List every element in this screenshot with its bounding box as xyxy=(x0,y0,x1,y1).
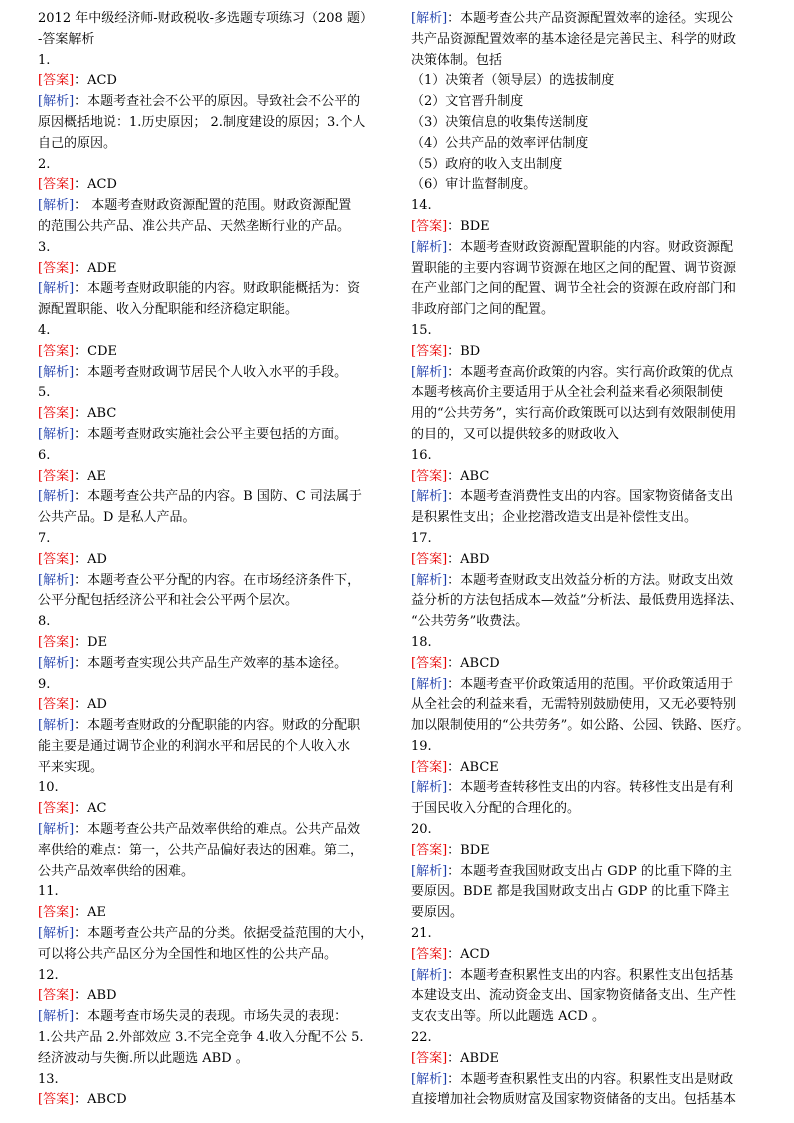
line-text: 公共产品。D 是私人产品。 xyxy=(38,510,196,526)
text-line xyxy=(38,758,388,779)
line-text: 置职能的主要内容调节资源在地区之间的配置、调节资源 xyxy=(411,260,737,276)
text-line xyxy=(38,986,388,1007)
text-line xyxy=(411,155,761,176)
line-text: ：ADE xyxy=(74,260,117,276)
text-line xyxy=(411,841,761,862)
text-line xyxy=(411,30,761,51)
line-text: 公共产品效率供给的困难。 xyxy=(38,863,195,879)
text-line xyxy=(411,529,761,550)
line-text: ：本题考查公共产品的内容。B 国防、C 司法属于 xyxy=(74,489,362,505)
text-line xyxy=(411,945,761,966)
line-text: 支农支出等。所以此题选 ACD 。 xyxy=(411,1009,606,1025)
line-text: ：本题考查财政职能的内容。财政职能概括为：资 xyxy=(74,281,361,297)
text-line xyxy=(38,1007,388,1028)
analysis-label: [解析] xyxy=(411,364,448,380)
line-text: 经济波动与失衡.所以此题选 ABD 。 xyxy=(38,1050,249,1066)
text-line xyxy=(411,1007,761,1028)
text-line xyxy=(411,924,761,945)
line-text: ：AD xyxy=(74,697,107,713)
line-text: 的目的，又可以提供较多的财政收入 xyxy=(411,426,620,442)
text-line xyxy=(38,30,388,51)
line-text: 1. xyxy=(38,52,51,68)
text-line xyxy=(411,467,761,488)
line-text: ：ABCD xyxy=(447,655,500,671)
text-line xyxy=(38,300,388,321)
line-text: ：本题考查消费性支出的内容。国家物资储备支出 xyxy=(447,489,734,505)
text-line xyxy=(38,259,388,280)
line-text: 可以将公共产品区分为全国性和地区性的公共产品。 xyxy=(38,946,338,962)
text-line xyxy=(38,529,388,550)
answer-label: [答案] xyxy=(411,218,448,234)
analysis-label: [解析] xyxy=(38,572,75,588)
text-line xyxy=(38,342,388,363)
text-line xyxy=(411,1070,761,1091)
analysis-label: [解析] xyxy=(38,1009,75,1025)
text-line xyxy=(38,9,388,30)
answer-label: [答案] xyxy=(38,343,75,359)
line-text: 是积累性支出；企业挖潜改造支出是补偿性支出。 xyxy=(411,510,698,526)
answer-label: [答案] xyxy=(38,177,75,193)
line-text: 20. xyxy=(411,822,432,838)
text-line xyxy=(38,1090,388,1111)
answer-label: [答案] xyxy=(38,905,75,921)
line-text: 本建设支出、流动资金支出、国家物资储备支出、生产性 xyxy=(411,988,737,1004)
text-line xyxy=(38,778,388,799)
line-text: ：本题考查财政调节居民个人收入水平的手段。 xyxy=(74,364,348,380)
line-text: ：ACD xyxy=(74,177,117,193)
line-text: 4. xyxy=(38,322,51,338)
line-text: 22. xyxy=(411,1030,432,1046)
text-line xyxy=(38,508,388,529)
line-text: 直接增加社会物质财富及国家物资储备的支出。包括基本 xyxy=(411,1092,737,1108)
text-line xyxy=(411,196,761,217)
line-text: 11. xyxy=(38,884,59,900)
text-line xyxy=(38,571,388,592)
analysis-label: [解析] xyxy=(38,926,75,942)
text-line xyxy=(411,612,761,633)
text-line xyxy=(411,882,761,903)
analysis-label: [解析] xyxy=(38,94,75,110)
text-line xyxy=(38,882,388,903)
line-text: 2. xyxy=(38,156,51,172)
text-line xyxy=(38,383,388,404)
line-text: （5）政府的收入支出制度 xyxy=(411,156,563,172)
line-text: 15. xyxy=(411,322,432,338)
text-line xyxy=(411,383,761,404)
text-line xyxy=(38,134,388,155)
answer-label: [答案] xyxy=(38,988,75,1004)
line-text: 6. xyxy=(38,447,51,463)
line-text: ：AC xyxy=(74,801,107,817)
text-line xyxy=(411,633,761,654)
line-text: ：BD xyxy=(447,343,481,359)
analysis-label: [解析] xyxy=(38,489,75,505)
line-text: 的范围公共产品、准公共产品、天然垄断行业的产品。 xyxy=(38,218,351,234)
line-text: ：本题考查平价政策适用的范围。平价政策适用于 xyxy=(447,676,734,692)
line-text: ：ABD xyxy=(74,988,117,1004)
text-line xyxy=(38,695,388,716)
text-line xyxy=(38,737,388,758)
text-line xyxy=(38,467,388,488)
analysis-label: [解析] xyxy=(411,489,448,505)
answer-label: [答案] xyxy=(411,468,448,484)
text-line xyxy=(411,758,761,779)
text-line xyxy=(411,675,761,696)
text-line xyxy=(411,404,761,425)
text-line xyxy=(38,51,388,72)
line-text: ：本题考查公共产品资源配置效率的途径。实现公 xyxy=(447,11,734,26)
text-line xyxy=(411,9,761,30)
text-line xyxy=(38,799,388,820)
line-text: 14. xyxy=(411,198,432,214)
text-line xyxy=(38,113,388,134)
text-line xyxy=(38,279,388,300)
text-line xyxy=(411,259,761,280)
line-text: ：本题考查财政实施社会公平主要包括的方面。 xyxy=(74,426,348,442)
text-line xyxy=(38,363,388,384)
line-text: ：本题考查积累性支出的内容。积累性支出包括基 xyxy=(447,967,734,983)
line-text: ：AE xyxy=(74,468,107,484)
analysis-label: [解析] xyxy=(411,572,448,588)
line-text: ：ABD xyxy=(447,551,490,567)
answer-label: [答案] xyxy=(411,343,448,359)
text-line xyxy=(38,924,388,945)
text-line xyxy=(38,550,388,571)
line-text: （6）审计监督制度。 xyxy=(411,177,537,193)
text-line xyxy=(38,841,388,862)
line-text: ：本题考查公平分配的内容。在市场经济条件下， xyxy=(74,572,361,588)
text-line xyxy=(411,92,761,113)
answer-label: [答案] xyxy=(411,759,448,775)
right-column xyxy=(411,9,761,1111)
line-text: ：ABCE xyxy=(447,759,499,775)
text-line xyxy=(411,903,761,924)
text-line xyxy=(411,571,761,592)
text-line xyxy=(38,92,388,113)
analysis-label: [解析] xyxy=(38,426,75,442)
line-text: （3）决策信息的收集传送制度 xyxy=(411,114,589,130)
text-line xyxy=(38,321,388,342)
analysis-label: [解析] xyxy=(411,11,448,26)
analysis-label: [解析] xyxy=(38,198,75,214)
answer-label: [答案] xyxy=(38,551,75,567)
line-text: ：ACD xyxy=(74,73,117,89)
text-line xyxy=(411,820,761,841)
text-line xyxy=(38,446,388,467)
line-text: 共产品资源配置效率的基本途径是完善民主、科学的财政 xyxy=(411,31,737,47)
line-text: ：BDE xyxy=(447,218,490,234)
line-text: 能主要是通过调节企业的利润水平和居民的个人收入水 xyxy=(38,738,351,754)
answer-label: [答案] xyxy=(411,551,448,567)
line-text: 率供给的难点：第一，公共产品偏好表达的困难。第二， xyxy=(38,842,364,858)
answer-label: [答案] xyxy=(411,842,448,858)
line-text: ：ABC xyxy=(447,468,490,484)
text-line xyxy=(411,862,761,883)
text-line xyxy=(411,1028,761,1049)
text-line xyxy=(38,238,388,259)
line-text: 10. xyxy=(38,780,59,796)
line-text: ：本题考查实现公共产品生产效率的基本途径。 xyxy=(74,655,348,671)
text-line xyxy=(38,175,388,196)
line-text: 12. xyxy=(38,967,59,983)
text-line xyxy=(38,217,388,238)
line-text: ：本题考查财政资源配置职能的内容。财政资源配 xyxy=(447,239,734,255)
line-text: 在产业部门之间的配置、调节全社会的资源在政府部门和 xyxy=(411,281,737,297)
text-line xyxy=(38,966,388,987)
line-text: ： 本题考查财政资源配置的范围。财政资源配置 xyxy=(74,198,352,214)
text-line xyxy=(38,155,388,176)
line-text: 自己的原因。 xyxy=(38,135,117,151)
answer-label: [答案] xyxy=(38,73,75,89)
line-text: ：本题考查公共产品的分类。依据受益范围的大小， xyxy=(74,926,374,942)
text-line xyxy=(411,425,761,446)
line-text: ：本题考查财政的分配职能的内容。财政的分配职 xyxy=(74,718,361,734)
line-text: 5. xyxy=(38,385,51,401)
line-text: ：ABCD xyxy=(74,1092,127,1108)
text-line xyxy=(38,1028,388,1049)
line-text: ：BDE xyxy=(447,842,490,858)
answer-label: [答案] xyxy=(38,697,75,713)
line-text: 益分析的方法包括成本—效益”分析法、最低费用选择法、 xyxy=(411,593,743,609)
text-line xyxy=(411,1049,761,1070)
text-line xyxy=(38,591,388,612)
line-text: 16. xyxy=(411,447,432,463)
analysis-label: [解析] xyxy=(38,281,75,297)
text-line xyxy=(411,238,761,259)
text-line xyxy=(411,591,761,612)
line-text: ：ABDE xyxy=(447,1050,500,1066)
text-line xyxy=(411,175,761,196)
text-line xyxy=(411,217,761,238)
text-line xyxy=(411,113,761,134)
text-line xyxy=(411,134,761,155)
text-line xyxy=(411,300,761,321)
answer-label: [答案] xyxy=(411,946,448,962)
text-line xyxy=(38,196,388,217)
line-text: 公平分配包括经济公平和社会公平两个层次。 xyxy=(38,593,299,609)
analysis-label: [解析] xyxy=(411,676,448,692)
text-line xyxy=(411,487,761,508)
line-text: 1.公共产品 2.外部效应 3.不完全竞争 4.收入分配不公 5. xyxy=(38,1030,364,1046)
left-column xyxy=(38,9,388,1111)
line-text: 9. xyxy=(38,676,51,692)
text-line xyxy=(411,363,761,384)
text-line xyxy=(38,654,388,675)
text-line xyxy=(411,716,761,737)
line-text: 要原因。BDE 都是我国财政支出占 GDP 的比重下降主 xyxy=(411,884,730,900)
text-line xyxy=(411,1090,761,1111)
answer-label: [答案] xyxy=(38,260,75,276)
line-text: 13. xyxy=(38,1071,59,1087)
text-line xyxy=(38,903,388,924)
line-text: ：DE xyxy=(74,634,108,650)
line-text: 2012 年中级经济师-财政税收-多选题专项练习（208 题） xyxy=(38,11,373,26)
text-line xyxy=(38,820,388,841)
text-line xyxy=(411,279,761,300)
line-text: 8. xyxy=(38,614,51,630)
analysis-label: [解析] xyxy=(38,718,75,734)
text-line xyxy=(411,51,761,72)
answer-label: [答案] xyxy=(38,406,75,422)
line-text: 原因概括地说：1.历史原因； 2.制度建设的原因；3.个人 xyxy=(38,114,366,130)
text-line xyxy=(38,945,388,966)
answer-label: [答案] xyxy=(38,468,75,484)
text-line xyxy=(411,342,761,363)
line-text: ：本题考查社会不公平的原因。导致社会不公平的 xyxy=(74,94,361,110)
analysis-label: [解析] xyxy=(411,967,448,983)
line-text: ：ABC xyxy=(74,406,117,422)
line-text: ：AE xyxy=(74,905,107,921)
text-line xyxy=(38,633,388,654)
analysis-label: [解析] xyxy=(411,1071,448,1087)
text-line xyxy=(411,695,761,716)
answer-label: [答案] xyxy=(38,634,75,650)
line-text: 决策体制。包括 xyxy=(411,52,503,68)
line-text: ：CDE xyxy=(74,343,118,359)
line-text: 要原因。 xyxy=(411,905,464,921)
analysis-label: [解析] xyxy=(38,655,75,671)
line-text: ：本题考查市场失灵的表现。市场失灵的表现： xyxy=(74,1009,348,1025)
line-text: （1）决策者（领导层）的选拔制度 xyxy=(411,73,615,89)
line-text: ：本题考查公共产品效率供给的难点。公共产品效 xyxy=(74,822,361,838)
line-text: 于国民收入分配的合理化的。 xyxy=(411,801,581,817)
text-line xyxy=(38,675,388,696)
text-line xyxy=(411,654,761,675)
analysis-label: [解析] xyxy=(38,364,75,380)
analysis-label: [解析] xyxy=(411,780,448,796)
text-line xyxy=(38,1049,388,1070)
text-line xyxy=(411,71,761,92)
line-text: 21. xyxy=(411,926,432,942)
analysis-label: [解析] xyxy=(411,239,448,255)
line-text: 18. xyxy=(411,634,432,650)
answer-label: [答案] xyxy=(411,655,448,671)
text-line xyxy=(38,1070,388,1091)
text-line xyxy=(411,799,761,820)
text-line xyxy=(38,716,388,737)
line-text: ：AD xyxy=(74,551,107,567)
line-text: 用的“公共劳务”，实行高价政策既可以达到有效限制使用 xyxy=(411,406,737,422)
line-text: 源配置职能、收入分配职能和经济稳定职能。 xyxy=(38,302,299,318)
answer-label: [答案] xyxy=(38,1092,75,1108)
text-line xyxy=(411,778,761,799)
line-text: （2）文官晋升制度 xyxy=(411,94,524,110)
text-line xyxy=(411,966,761,987)
line-text: ：本题考查我国财政支出占 GDP 的比重下降的主 xyxy=(447,863,732,879)
line-text: ：本题考查高价政策的内容。实行高价政策的优点 xyxy=(447,364,734,380)
text-line xyxy=(411,550,761,571)
line-text: -答案解析 xyxy=(38,31,95,47)
line-text: 加以限制使用的“公共劳务”。如公路、公园、铁路、医疗。 xyxy=(411,718,750,734)
answer-label: [答案] xyxy=(411,1050,448,1066)
text-line xyxy=(38,862,388,883)
line-text: ：本题考查转移性支出的内容。转移性支出是有利 xyxy=(447,780,734,796)
analysis-label: [解析] xyxy=(411,863,448,879)
text-line xyxy=(38,425,388,446)
line-text: 19. xyxy=(411,738,432,754)
text-line xyxy=(411,986,761,1007)
line-text: 本题考核高价主要适用于从全社会利益来看必须限制使 xyxy=(411,385,724,401)
line-text: （4）公共产品的效率评估制度 xyxy=(411,135,589,151)
text-line xyxy=(38,404,388,425)
line-text: ：本题考查积累性支出的内容。积累性支出是财政 xyxy=(447,1071,734,1087)
line-text: “公共劳务”收费法。 xyxy=(411,614,529,630)
line-text: 从全社会的利益来看，无需特别鼓励使用，又无必要特别 xyxy=(411,697,737,713)
line-text: 7. xyxy=(38,530,51,546)
line-text: 非政府部门之间的配置。 xyxy=(411,302,555,318)
line-text: ：ACD xyxy=(447,946,490,962)
analysis-label: [解析] xyxy=(38,822,75,838)
text-line xyxy=(411,508,761,529)
answer-label: [答案] xyxy=(38,801,75,817)
line-text: 17. xyxy=(411,530,432,546)
text-line xyxy=(38,487,388,508)
line-text: ：本题考查财政支出效益分析的方法。财政支出效 xyxy=(447,572,734,588)
text-line xyxy=(38,612,388,633)
text-line xyxy=(411,321,761,342)
text-line xyxy=(411,737,761,758)
line-text: 3. xyxy=(38,239,51,255)
line-text: 平来实现。 xyxy=(38,759,104,775)
text-line xyxy=(38,71,388,92)
text-line xyxy=(411,446,761,467)
